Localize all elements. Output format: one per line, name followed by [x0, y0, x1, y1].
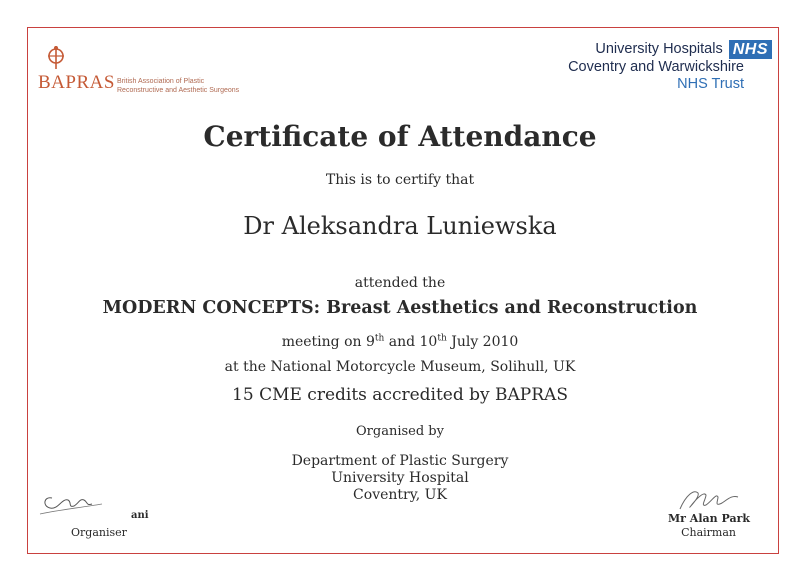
meeting-ordinal-2: th [437, 333, 447, 344]
nhs-trust-logo [568, 40, 772, 93]
chairman-signature [676, 485, 744, 515]
certify-text: This is to certify that [325, 172, 475, 188]
organiser-label: Organiser [71, 526, 127, 539]
organised-by-label: Organised by [356, 424, 444, 439]
course-title: MODERN CONCEPTS: Breast Aesthetics and Reconstruction [102, 298, 698, 318]
meeting-ordinal-1: th [374, 333, 385, 344]
bapras-wordmark: BAPRAS [38, 72, 115, 93]
hospital-line: University Hospital [331, 470, 469, 486]
meeting-mid: and 10 [384, 334, 438, 350]
organiser-signature [38, 484, 108, 518]
organiser-name-partial: ani [131, 510, 149, 521]
meeting-dates [0, 334, 800, 350]
chairman-label: Chairman [681, 526, 736, 539]
bapras-tagline-line2: Reconstructive and Aesthetic Surgeons [117, 87, 240, 94]
attended-text: attended the [354, 275, 446, 291]
cme-credits: 15 CME credits accredited by BAPRAS [232, 385, 568, 405]
bapras-emblem-icon [44, 44, 68, 70]
department-line: Department of Plastic Surgery [291, 453, 509, 469]
recipient-name: Dr Aleksandra Luniewska [243, 212, 557, 240]
nhs-trust-label: NHS Trust [677, 76, 744, 92]
bapras-tagline-line1: British Association of Plastic [117, 78, 205, 85]
nhs-region-name: Coventry and Warwickshire [568, 59, 744, 75]
chairman-name: Mr Alan Park [668, 512, 750, 525]
meeting-prefix: meeting on 9 [281, 334, 375, 350]
certificate-title: Certificate of Attendance [203, 120, 597, 153]
nhs-hospital-name: University Hospitals [595, 41, 723, 57]
venue-text: at the National Motorcycle Museum, Solihull, UK [224, 359, 576, 375]
location-line: Coventry, UK [353, 487, 447, 503]
nhs-badge: NHS [729, 40, 772, 59]
nhs-logo-line1 [568, 40, 772, 59]
bapras-tagline [117, 77, 277, 95]
meeting-suffix: July 2010 [446, 334, 519, 350]
